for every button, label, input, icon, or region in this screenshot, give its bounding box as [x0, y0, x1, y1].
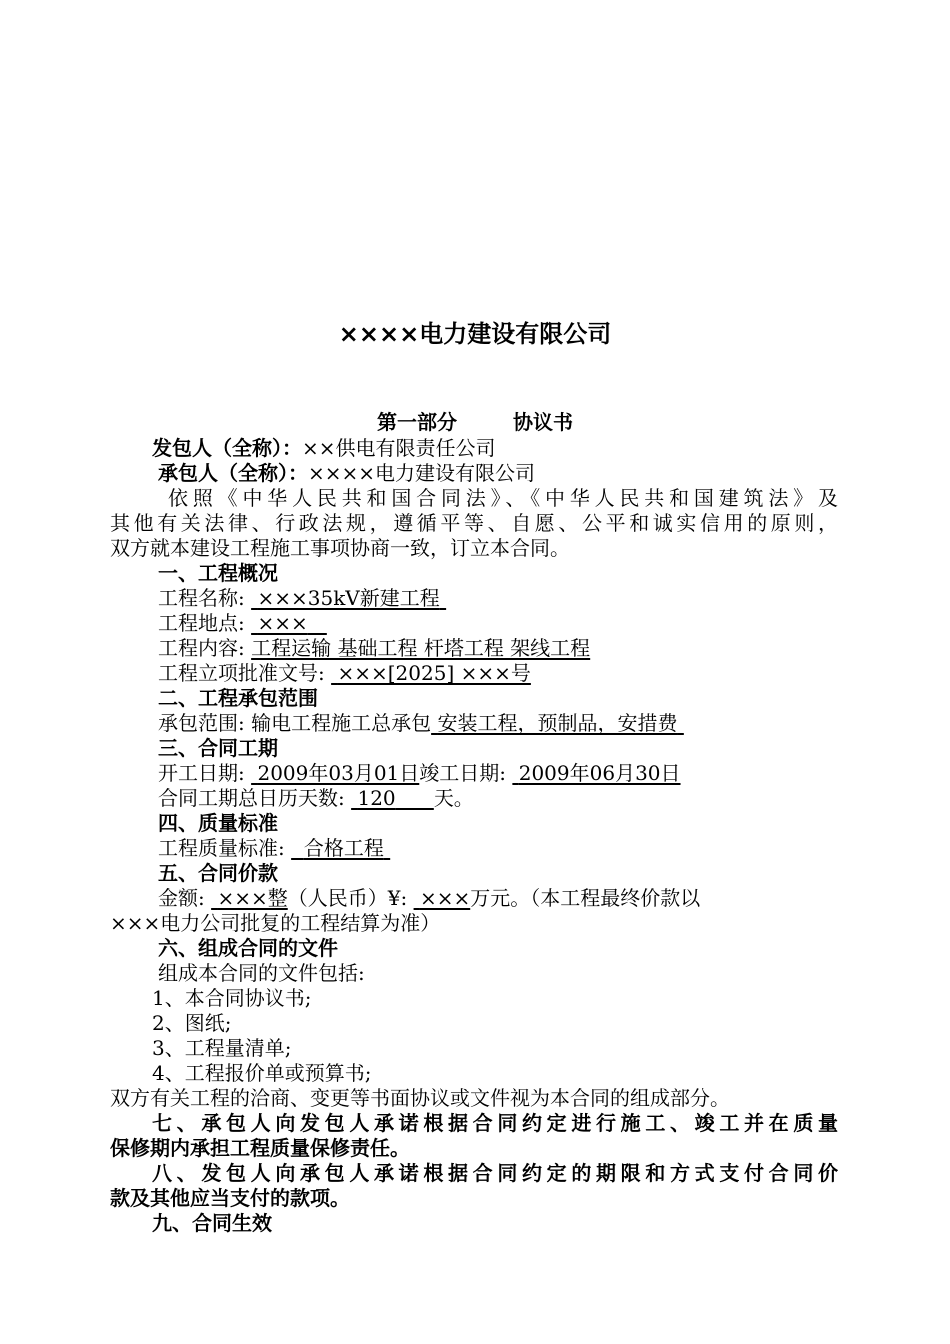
employer-value: ××供电有限责任公司	[302, 436, 496, 460]
section-3-heading: 三、合同工期	[158, 736, 278, 760]
scope-label: 承包范围: 输电工程施工总承包	[158, 711, 432, 735]
company-title: ××××电力建设有限公司	[338, 320, 612, 348]
docs-item-3: 3、工程量清单;	[152, 1036, 292, 1060]
days-value: 120	[357, 786, 396, 810]
project-content-value: 工程运输 基础工程 杆塔工程 架线工程	[251, 636, 591, 660]
scope-line	[158, 711, 684, 735]
contractor-label: 承包人（全称）：	[158, 461, 308, 485]
end-date-label: 竣工日期:	[419, 761, 507, 785]
employer-label: 发包人（全称）：	[152, 436, 302, 460]
amount-rmb: （人民币）¥:	[287, 886, 408, 910]
preamble-line-1: 依照《中华人民共和国合同法》、《中华人民共和国建筑法》及	[168, 486, 838, 510]
employer-line	[152, 436, 496, 460]
project-name-line	[158, 586, 446, 610]
amount-number: ×××	[419, 886, 471, 910]
start-date-label: 开工日期:	[158, 761, 245, 785]
project-location-label: 工程地点:	[158, 611, 245, 635]
preamble-line-3: 双方就本建设工程施工事项协商一致，订立本合同。	[110, 536, 570, 560]
section-9-heading: 九、合同生效	[152, 1211, 272, 1235]
project-content-line	[158, 636, 590, 660]
docs-item-1: 1、本合同协议书;	[152, 986, 312, 1010]
project-location-value: ×××	[257, 611, 308, 635]
end-date-value: 2009年06月30日	[518, 761, 681, 785]
quality-value: 合格工程	[303, 836, 384, 860]
start-date-value: 2009年03月01日	[257, 761, 420, 785]
period-line	[158, 761, 681, 785]
part-name: 协议书	[513, 410, 573, 434]
section-5-heading: 五、合同价款	[158, 861, 278, 885]
approval-value: ×××[2025] ×××号	[337, 661, 531, 685]
part-label: 第一部分	[377, 410, 457, 434]
project-name-label: 工程名称:	[158, 586, 245, 610]
days-unit: 天。	[433, 786, 474, 810]
contractor-value: ××××电力建设有限公司	[308, 461, 536, 485]
preamble-line-2: 其他有关法律、行政法规，遵循平等、自愿、公平和诚实信用的原则，	[110, 511, 838, 535]
approval-line	[158, 661, 531, 685]
project-name-value: ×××35kV新建工程	[257, 586, 440, 610]
days-label: 合同工期总日历天数:	[158, 786, 345, 810]
section-7-line-1: 七、承包人向发包人承诺根据合同约定进行施工、竣工并在质量	[152, 1111, 838, 1135]
docs-item-4: 4、工程报价单或预算书;	[152, 1061, 372, 1085]
amount-label: 金额:	[158, 886, 205, 910]
quality-label: 工程质量标准:	[158, 836, 285, 860]
amount-note-2: ×××电力公司批复的工程结算为准）	[110, 911, 441, 935]
approval-label: 工程立项批准文号:	[158, 661, 325, 685]
project-location-line	[158, 611, 327, 635]
amount-line	[158, 886, 700, 910]
section-8-line-2: 款及其他应当支付的款项。	[110, 1186, 350, 1210]
days-line	[158, 786, 474, 810]
section-8-line-1: 八、发包人向承包人承诺根据合同约定的期限和方式支付合同价	[152, 1161, 838, 1185]
project-content-label: 工程内容:	[158, 636, 245, 660]
section-1-heading: 一、工程概况	[158, 561, 278, 585]
quality-line	[158, 836, 390, 860]
section-7-line-2: 保修期内承担工程质量保修责任。	[110, 1136, 410, 1160]
part-title	[0, 408, 950, 436]
section-4-heading: 四、质量标准	[158, 811, 278, 835]
docs-tail: 双方有关工程的洽商、变更等书面协议或文件视为本合同的组成部分。	[110, 1086, 730, 1110]
docs-item-2: 2、图纸;	[152, 1011, 232, 1035]
amount-note-1: 万元。（本工程最终价款以	[470, 886, 701, 910]
scope-value: 安装工程，预制品，安措费	[437, 711, 678, 735]
amount-value: ×××整	[217, 886, 288, 910]
section-6-heading: 六、组成合同的文件	[158, 936, 338, 960]
section-2-heading: 二、工程承包范围	[158, 686, 318, 710]
docs-intro: 组成本合同的文件包括:	[158, 961, 365, 985]
contractor-line	[158, 461, 535, 485]
